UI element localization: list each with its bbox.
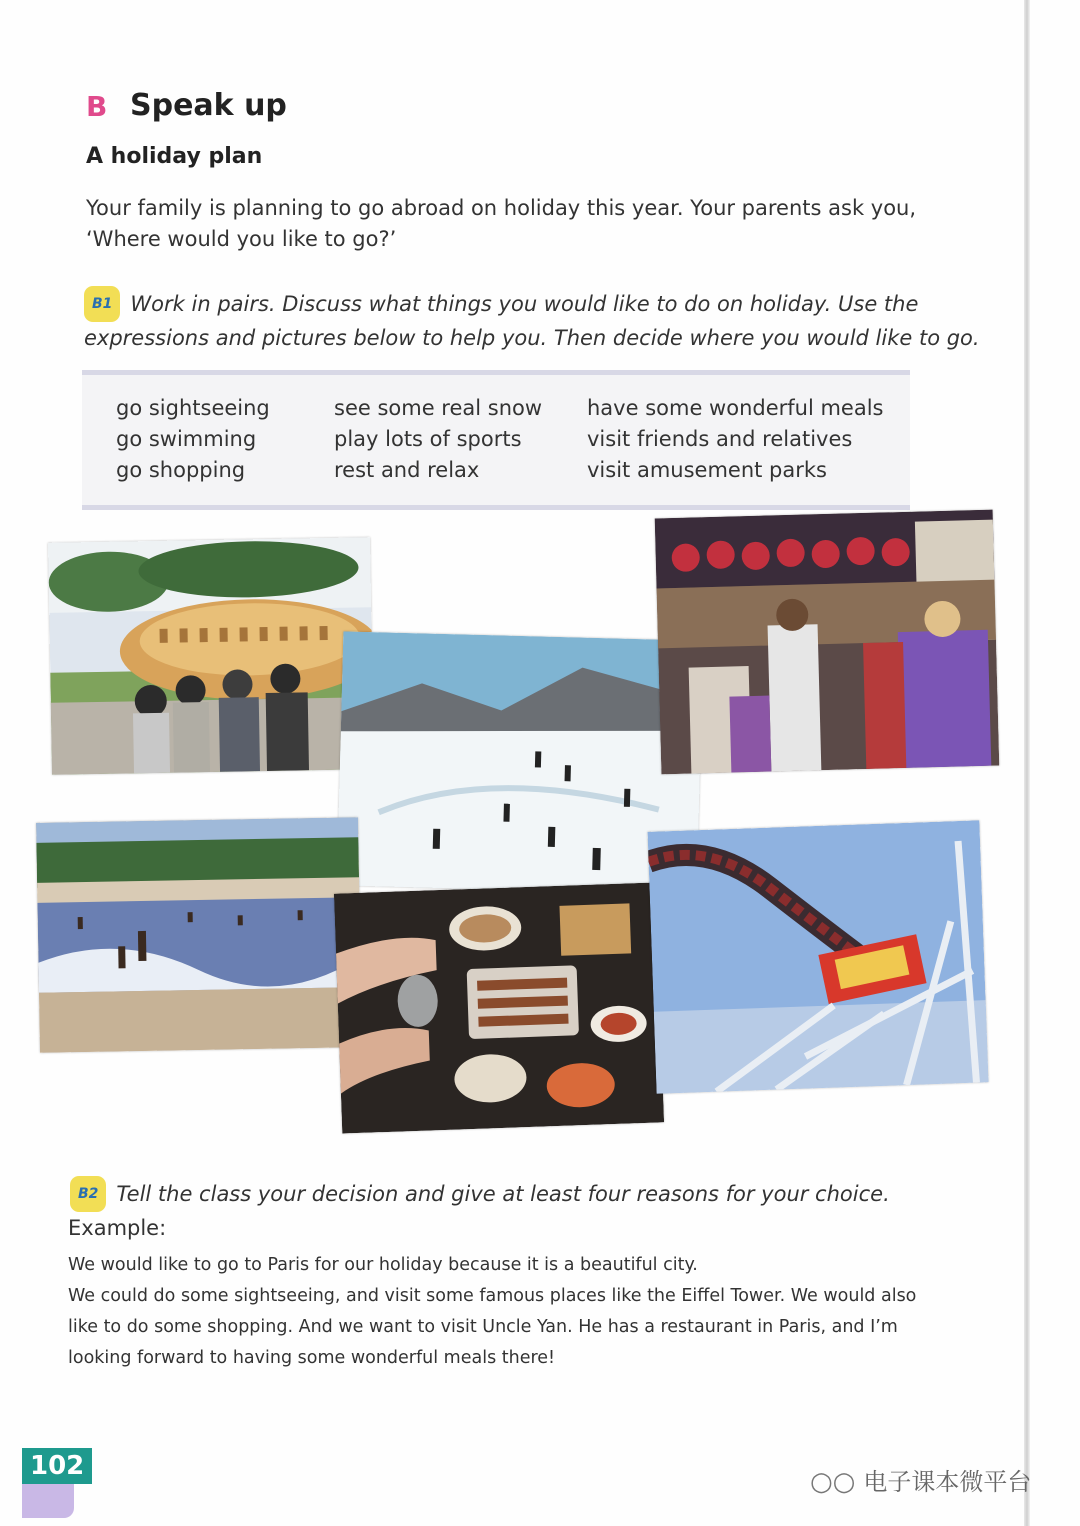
beach-swimming-photo [36,817,362,1053]
watermark [810,1462,1031,1497]
expression-item: go sightseeing [116,396,270,420]
example-line-1: We would like to go to Paris for our holiday because it is a beautiful city. [68,1255,698,1275]
book-spine [1024,0,1030,1526]
example-line-2: We could do some sightseeing, and visit some famous places like the Eiffel Tower. We would also like to do some shopping. And we want to visit Uncle Yan. He has a restaurant in Paris, and I’m looking forward to having some wonderful meals there! [68,1286,917,1368]
lesson-subtitle: A holiday plan [86,144,263,169]
expression-item: rest and relax [334,458,480,482]
expression-item: visit friends and relatives [587,427,853,451]
expression-item: play lots of sports [334,427,522,451]
expression-item: have some wonderful meals [587,396,884,420]
task-b2 [70,1176,990,1212]
task-b2-text: Tell the class your decision and give at least four reasons for your choice. [116,1182,890,1206]
task-badge-b2: B2 [70,1176,106,1212]
expressions-column-2 [334,393,542,486]
asian-meal-photo [334,882,664,1133]
expressions-column-1 [116,393,270,486]
task-b1-text: Work in pairs. Discuss what things you would like to do on holiday. Use the expressions and pictures below to help you. Then decide where you would like to go. [84,292,980,350]
section-title: Speak up [130,88,287,123]
intro-text: Your family is planning to go abroad on holiday this year. Your parents ask you, ‘Where would you like to go?’ [86,196,917,251]
task-b1 [84,286,984,354]
expression-item: go shopping [116,458,246,482]
expression-item: visit amusement parks [587,458,827,482]
example-text [68,1250,948,1374]
expression-item: go swimming [116,427,257,451]
section-letter: B [86,90,108,123]
example-label: Example: [68,1216,167,1240]
watermark-text: 电子课本微平台 [863,1468,1032,1496]
wechat-icon: ○○ [810,1467,856,1497]
souvenir-shop-photo [655,510,1000,775]
expressions-box [82,370,910,510]
page-tab-decoration [22,1484,74,1518]
expression-item: see some real snow [334,396,543,420]
roller-coaster-photo [648,820,989,1093]
expressions-column-3 [587,393,884,486]
page-number: 102 [22,1448,92,1484]
task-badge-b1: B1 [84,286,120,322]
colosseum-tourists-photo [48,537,374,775]
